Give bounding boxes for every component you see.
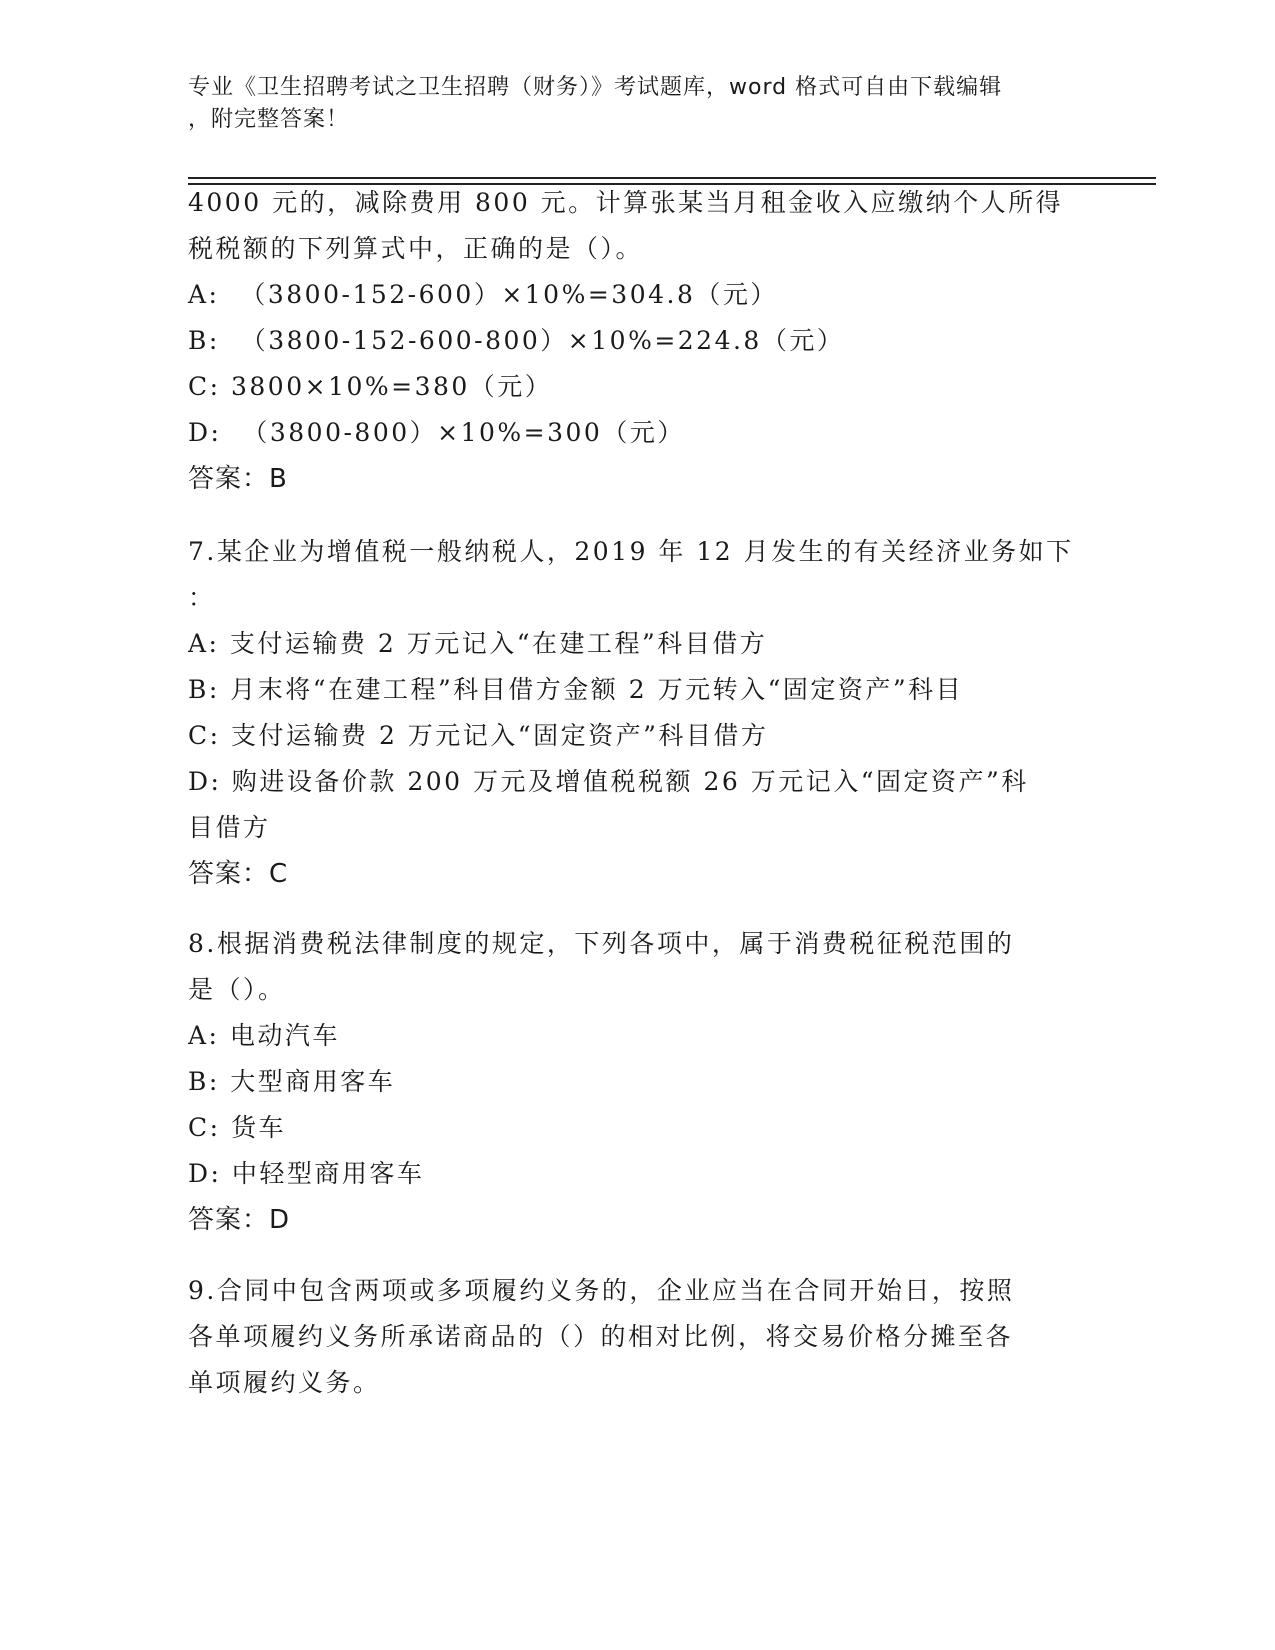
question-8-option-c: C: 货车	[188, 1113, 286, 1142]
question-8-option-b: B: 大型商用客车	[188, 1067, 396, 1096]
question-6-stem-line-1: 4000 元的，减除费用 800 元。计算张某当月租金收入应缴纳个人所得	[188, 188, 1064, 217]
question-6-option-c: C: 3800×10%=380（元）	[188, 372, 553, 401]
question-6-answer: 答案：B	[188, 464, 288, 494]
question-6-option-d: D: （3800-800）×10%=300（元）	[188, 418, 685, 447]
question-7-option-b: B: 月末将“在建工程”科目借方金额 2 万元转入“固定资产”科目	[188, 675, 964, 704]
question-9	[188, 1268, 1088, 1406]
question-6-option-b: B: （3800-152-600-800）×10%=224.8（元）	[188, 326, 845, 355]
question-7-option-d-line-1: D: 购进设备价款 200 万元及增值税税额 26 万元记入“固定资产”科	[188, 767, 1029, 796]
question-9-stem-line-2: 各单项履约义务所承诺商品的（）的相对比例，将交易价格分摊至各	[188, 1322, 1014, 1351]
header-line-1: 专业《卫生招聘考试之卫生招聘（财务）》考试题库，word 格式可自由下载编辑	[188, 75, 1003, 100]
question-7-option-c: C: 支付运输费 2 万元记入“固定资产”科目借方	[188, 721, 769, 750]
header-rule-top	[188, 177, 1156, 179]
page-header	[188, 72, 1088, 136]
question-8-answer: 答案：D	[188, 1205, 291, 1235]
question-8-option-d: D: 中轻型商用客车	[188, 1159, 425, 1188]
question-8-stem-line-1: 8.根据消费税法律制度的规定，下列各项中，属于消费税征税范围的	[188, 929, 1015, 958]
header-line-2: ，附完整答案！	[188, 107, 350, 132]
question-8-stem-line-2: 是（）。	[188, 975, 286, 1004]
question-7-answer: 答案：C	[188, 859, 289, 889]
question-8-option-a: A: 电动汽车	[188, 1021, 340, 1050]
question-6-stem-line-2: 税税额的下列算式中，正确的是（）。	[188, 234, 644, 263]
question-7-option-a: A: 支付运输费 2 万元记入“在建工程”科目借方	[188, 629, 768, 658]
question-8	[188, 921, 1088, 1243]
question-6-option-a: A: （3800-152-600）×10%=304.8（元）	[188, 280, 778, 309]
question-7	[188, 529, 1088, 897]
question-6	[188, 180, 1088, 502]
question-7-stem-line-2: ：	[188, 583, 216, 612]
question-9-stem-line-3: 单项履约义务。	[188, 1368, 381, 1397]
question-7-option-d-line-2: 目借方	[188, 813, 271, 842]
question-9-stem-line-1: 9.合同中包含两项或多项履约义务的，企业应当在合同开始日，按照	[188, 1276, 1015, 1305]
question-7-stem-line-1: 7.某企业为增值税一般纳税人，2019 年 12 月发生的有关经济业务如下	[188, 537, 1074, 566]
